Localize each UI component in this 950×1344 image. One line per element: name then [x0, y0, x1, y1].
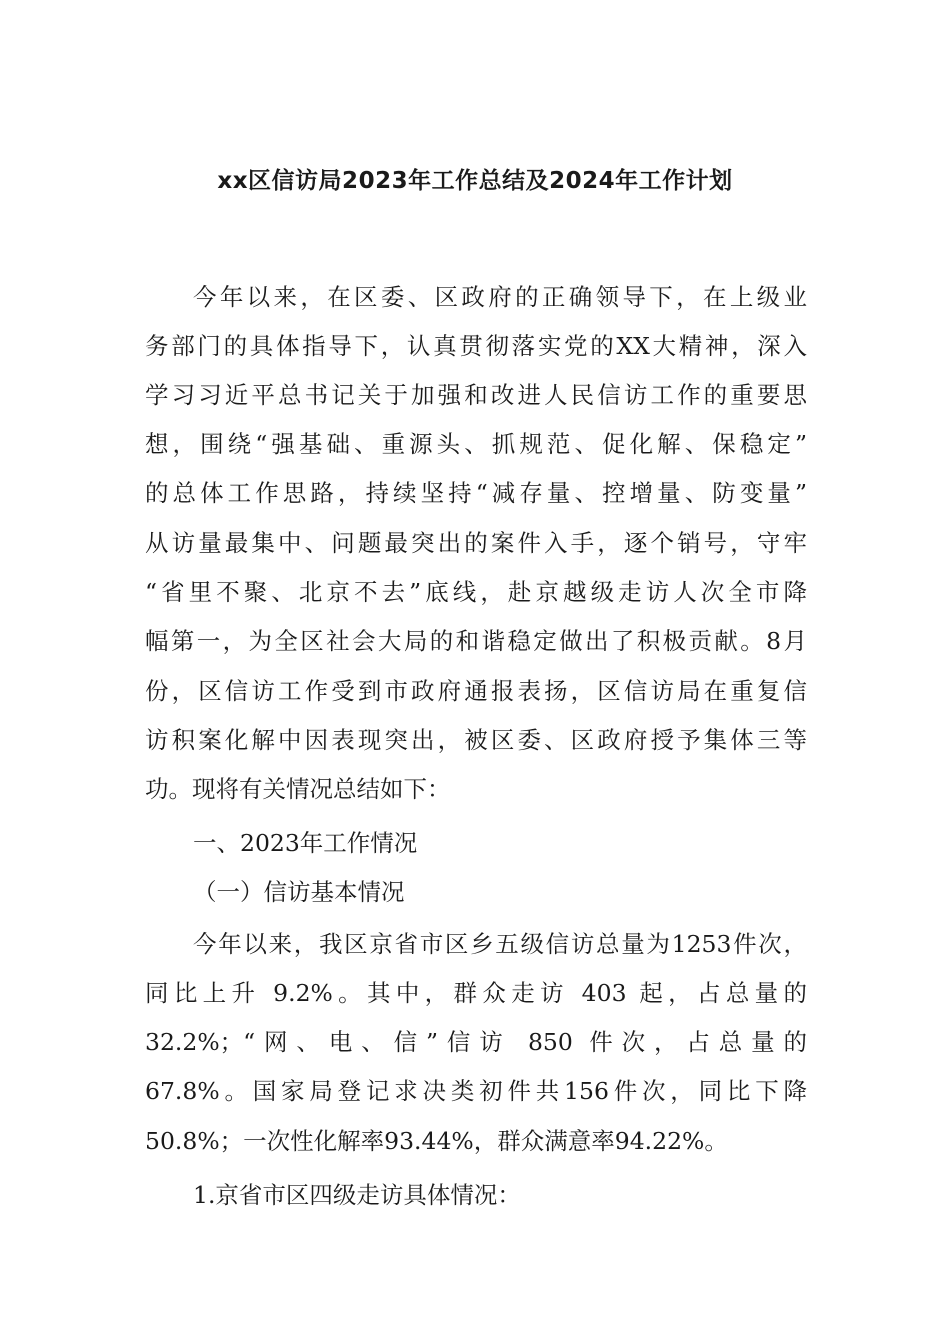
- paragraph-line: “省里不聚、北京不去”底线，赴京越级走访人次全市降: [145, 578, 807, 606]
- document-title: xx区信访局2023年工作总结及2024年工作计划: [217, 168, 733, 194]
- paragraph-line: 今年以来，我区京省市区乡五级信访总量为1253件次，: [193, 930, 807, 958]
- subsection-heading: （一）信访基本情况: [193, 878, 405, 906]
- paragraph-line: 学习习近平总书记关于加强和改进人民信访工作的重要思: [145, 381, 807, 409]
- paragraph-line: 今年以来，在区委、区政府的正确领导下，在上级业: [193, 283, 807, 311]
- paragraph-line: 同比上升 9.2%。其中，群众走访 403 起，占总量的: [145, 979, 807, 1007]
- paragraph-line: 32.2%；“网、电、信”信访 850 件次，占总量的: [145, 1028, 807, 1056]
- paragraph-line: 份，区信访工作受到市政府通报表扬，区信访局在重复信: [145, 677, 807, 705]
- paragraph-line: 访积案化解中因表现突出，被区委、区政府授予集体三等: [145, 726, 807, 754]
- paragraph-line: 功。现将有关情况总结如下：: [145, 775, 451, 803]
- paragraph-line: 想，围绕“强基础、重源头、抓规范、促化解、保稳定”: [145, 430, 807, 458]
- paragraph-line: 50.8%；一次性化解率93.44%，群众满意率94.22%。: [145, 1127, 728, 1155]
- section-heading: 一、2023年工作情况: [193, 829, 418, 857]
- list-item-heading: 1.京省市区四级走访具体情况：: [193, 1181, 521, 1209]
- paragraph-line: 务部门的具体指导下，认真贯彻落实党的XX大精神，深入: [145, 332, 807, 360]
- paragraph-line: 的总体工作思路，持续坚持“减存量、控增量、防变量”: [145, 479, 807, 507]
- paragraph-line: 幅第一，为全区社会大局的和谐稳定做出了积极贡献。8月: [145, 627, 807, 655]
- paragraph-line: 从访量最集中、问题最突出的案件入手，逐个销号，守牢: [145, 529, 807, 557]
- paragraph-line: 67.8%。国家局登记求决类初件共156件次，同比下降: [145, 1077, 807, 1105]
